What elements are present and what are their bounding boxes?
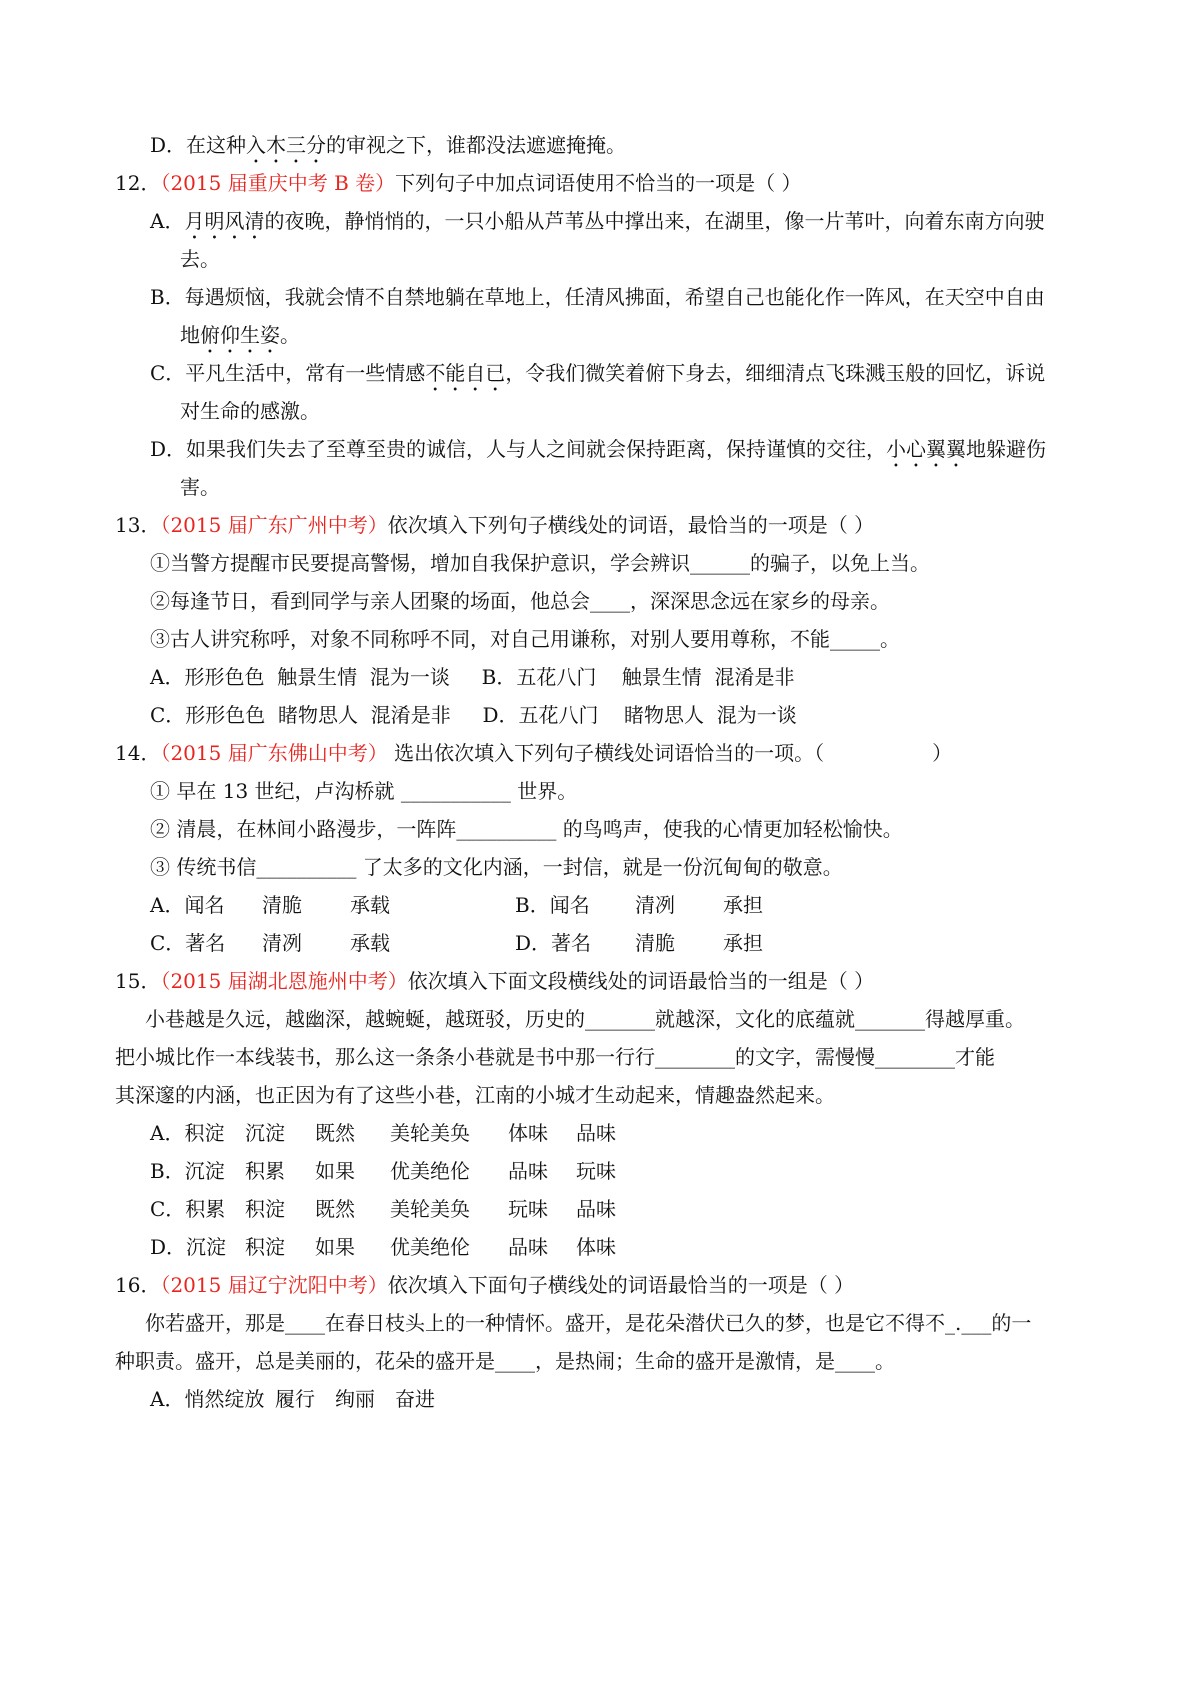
q15-passage-line-1: 小巷越是久远，越幽深，越蜿蜒，越斑驳，历史的_______就越深，文化的底蕴就_______得越厚重。 [145, 1007, 1025, 1031]
question-source: （2015 届湖北恩施州中考） [160, 969, 408, 993]
q14-sentence-2: ② 清晨，在林间小路漫步，一阵阵__________ 的鸟鸣声，使我的心情更加轻松愉快。 [150, 817, 903, 841]
q15-passage-line-3: 其深邃的内涵，也正因为有了这些小巷，江南的小城才生动起来，情趣盎然起来。 [115, 1083, 835, 1107]
question-number: 12． [115, 171, 161, 195]
question-stem: 选出依次填入下列句子横线处词语恰当的一项。（ ） [387, 741, 953, 765]
question-source: （2015 届重庆中考 B 卷） [160, 171, 396, 195]
q12-option-a: A．月明风清的夜晚，静悄悄的，一只小船从芦苇丛中撑出来，在湖里，像一片苇叶，向着东南方向驶 [150, 209, 1045, 233]
q16-option-a: A．悄然绽放 履行 绚丽 奋进 [150, 1387, 435, 1411]
question-source: （2015 届广东佛山中考） [160, 741, 388, 765]
q12-option-d: D．如果我们失去了至尊至贵的诚信，人与人之间就会保持距离，保持谨慎的交往，小心翼翼地躲避伤 [150, 437, 1047, 461]
q15-option-d: D．沉淀 积淀 如果 优美绝伦 品味 体味 [150, 1235, 616, 1259]
question-number: 13． [115, 513, 161, 537]
q12-option-b-cont: 地俯仰生姿。 [180, 323, 300, 347]
q14-header [115, 738, 952, 768]
q14-options-cd: C．著名 清冽 承载 D．著名 清脆 承担 [150, 931, 763, 955]
question-number: 14． [115, 741, 161, 765]
q13-header [115, 510, 874, 540]
q12-option-c: C．平凡生活中，常有一些情感不能自已，令我们微笑着俯下身去，细细清点飞珠溅玉般的回忆，诉说 [150, 361, 1046, 385]
dotted-phrase: 俯仰生姿 [200, 323, 280, 347]
q11-option-d: D．在这种入木三分的审视之下，谁都没法遮遮掩掩。 [150, 133, 627, 157]
q14-sentence-1: ① 早在 13 世纪，卢沟桥就 ___________ 世界。 [150, 779, 578, 803]
q16-passage-line-2: 种职责。盛开，总是美丽的，花朵的盛开是____，是热闹；生命的盛开是激情，是____。 [115, 1349, 895, 1373]
q12-option-c-cont: 对生命的感激。 [180, 399, 320, 423]
q12-option-d-cont: 害。 [180, 475, 220, 499]
dotted-phrase: 月明风清 [184, 209, 265, 233]
question-source: （2015 届广东广州中考） [160, 513, 388, 537]
question-number: 15． [115, 969, 161, 993]
dotted-phrase: 入木三分 [246, 133, 327, 157]
q13-sentence-2: ②每逢节日，看到同学与亲人团聚的场面，他总会____，深深思念远在家乡的母亲。 [150, 589, 890, 613]
question-stem: 依次填入下面句子横线处的词语最恰当的一项是（ ） [387, 1273, 855, 1297]
question-stem: 依次填入下列句子横线处的词语，最恰当的一项是（ ） [387, 513, 875, 537]
q16-passage-line-1: 你若盛开，那是____在春日枝头上的一种情怀。盛开，是花朵潜伏已久的梦，也是它不得不_.___的一 [145, 1311, 1032, 1335]
q13-sentence-1: ①当警方提醒市民要提高警惕，增加自我保护意识，学会辨识______的骗子，以免上当。 [150, 551, 930, 575]
q15-passage-line-2: 把小城比作一本线装书，那么这一条条小巷就是书中那一行行________的文字，需慢慢________才能 [115, 1045, 995, 1069]
dotted-phrase: 不能自已 [425, 361, 506, 385]
q15-option-a: A．积淀 沉淀 既然 美轮美奂 体味 品味 [150, 1121, 616, 1145]
question-stem: 下列句子中加点词语使用不恰当的一项是（ ） [395, 171, 802, 195]
q16-header [115, 1270, 854, 1300]
q13-options-ab: A．形形色色 触景生情 混为一谈 B．五花八门 触景生情 混淆是非 [150, 665, 795, 689]
q15-header [115, 966, 874, 996]
q13-sentence-3: ③古人讲究称呼，对象不同称呼不同，对自己用谦称，对别人要用尊称，不能_____。 [150, 627, 900, 651]
q12-header [115, 168, 801, 198]
q12-option-a-cont: 去。 [180, 247, 220, 271]
q12-option-b: B．每遇烦恼，我就会情不自禁地躺在草地上，任清风拂面，希望自己也能化作一阵风，在天空中自由 [150, 285, 1045, 309]
q15-option-c: C．积累 积淀 既然 美轮美奂 玩味 品味 [150, 1197, 616, 1221]
dotted-phrase: 小心翼翼 [886, 437, 967, 461]
q14-options-ab: A．闻名 清脆 承载 B．闻名 清冽 承担 [150, 893, 763, 917]
q13-options-cd: C．形形色色 睹物思人 混淆是非 D．五花八门 睹物思人 混为一谈 [150, 703, 797, 727]
q15-option-b: B．沉淀 积累 如果 优美绝伦 品味 玩味 [150, 1159, 616, 1183]
q14-sentence-3: ③ 传统书信__________ 了太多的文化内涵，一封信，就是一份沉甸甸的敬意。 [150, 855, 843, 879]
question-number: 16． [115, 1273, 161, 1297]
question-stem: 依次填入下面文段横线处的词语最恰当的一组是（ ） [407, 969, 875, 993]
question-source: （2015 届辽宁沈阳中考） [160, 1273, 388, 1297]
